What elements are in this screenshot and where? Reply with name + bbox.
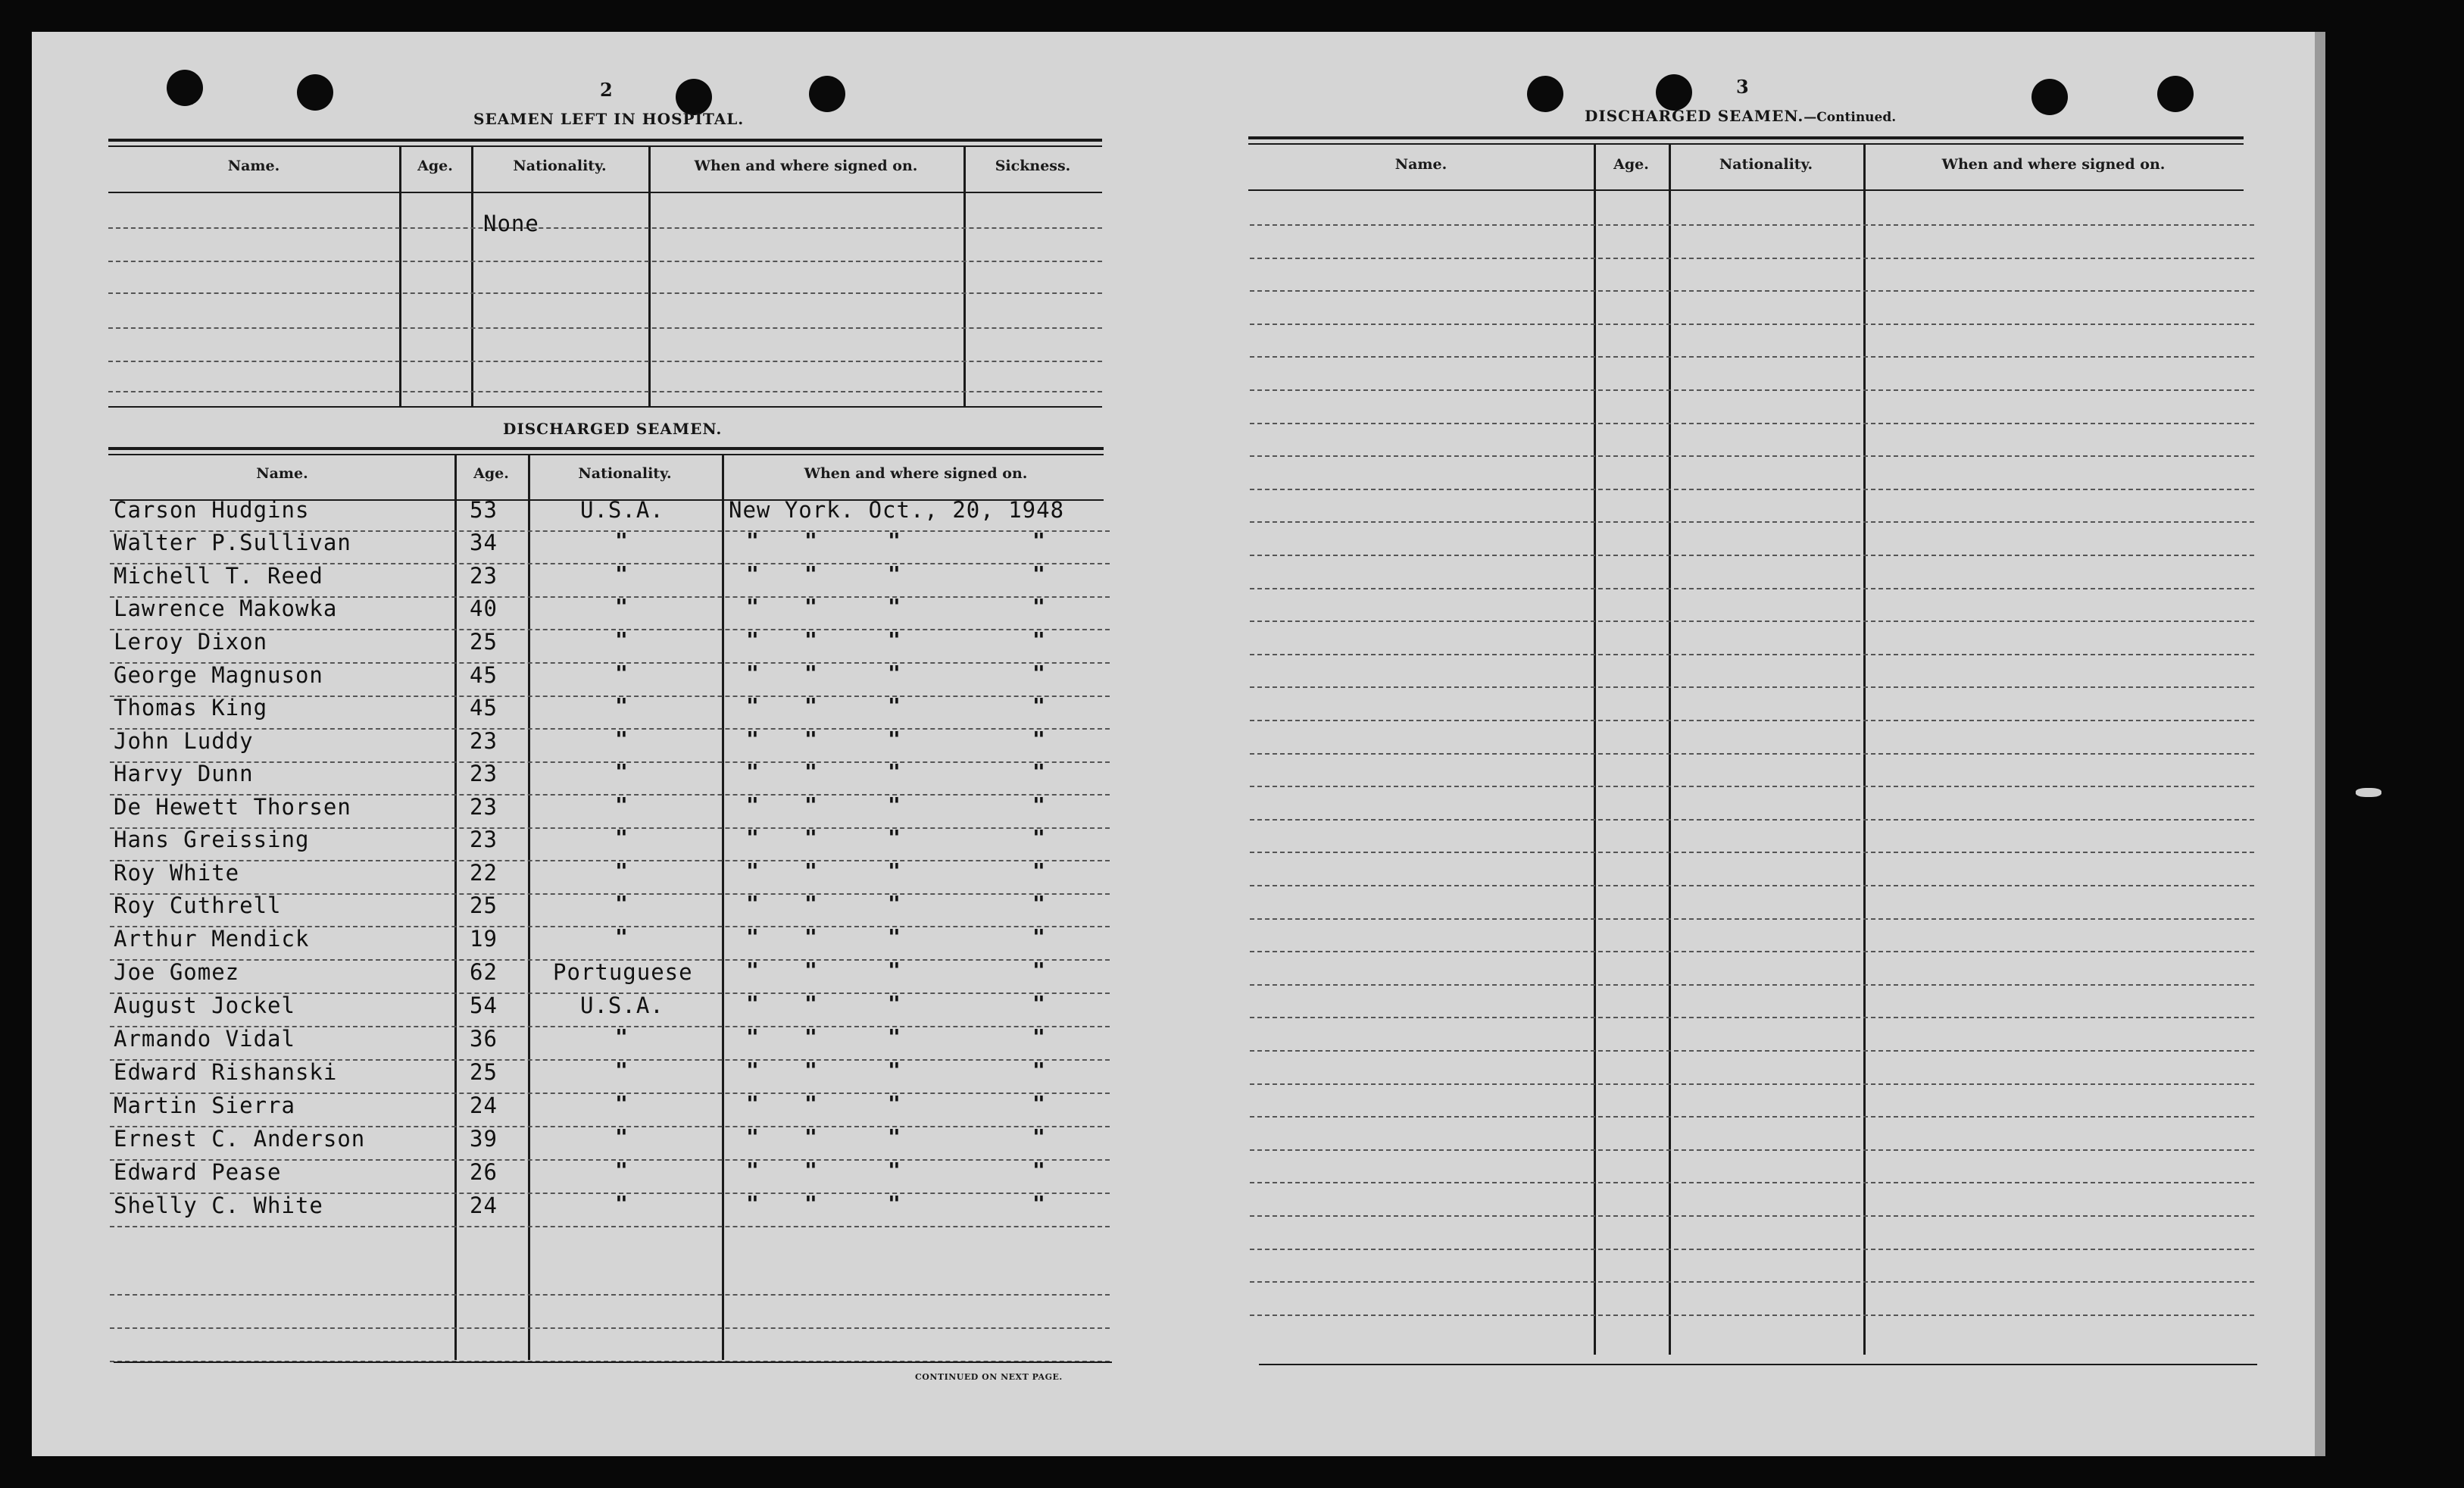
signed-on-ditto: " [804, 858, 817, 883]
seaman-age: 19 [470, 926, 498, 952]
right-title-main: DISCHARGED SEAMEN. [1585, 107, 1804, 125]
page-number-left: 2 [600, 79, 613, 101]
signed-on-ditto: " [746, 825, 759, 850]
right-row-line [1250, 423, 2254, 424]
nationality-ditto: " [615, 594, 628, 619]
hospital-row-line [108, 391, 1102, 392]
signed-on-ditto: " [804, 528, 817, 553]
right-row-line [1250, 588, 2254, 589]
signed-on-ditto: " [746, 924, 759, 949]
right-row-line [1250, 852, 2254, 853]
right-row-line [1250, 819, 2254, 821]
discharged-col-header: Name. [256, 465, 308, 482]
right-col-header: Age. [1613, 156, 1649, 173]
signed-on-ditto: " [1032, 1091, 1045, 1116]
seaman-age: 26 [470, 1159, 498, 1185]
page-number-right: 3 [1736, 76, 1749, 98]
hospital-col-divider [399, 147, 401, 406]
signed-on-ditto: " [746, 528, 759, 553]
hospital-row-line [108, 361, 1102, 362]
seaman-nationality: Portuguese [553, 959, 693, 985]
signed-on-ditto: " [746, 858, 759, 883]
discharged-col-divider [528, 455, 530, 1360]
seaman-age: 53 [470, 497, 498, 523]
seaman-name: Leroy Dixon [114, 629, 268, 655]
right-row-line [1250, 324, 2254, 325]
punch-hole [1656, 74, 1692, 111]
discharged-table-top-rule [108, 454, 1104, 455]
signed-on-ditto: " [1032, 792, 1045, 817]
punch-hole [2031, 79, 2068, 115]
signed-on-ditto: " [1032, 759, 1045, 784]
punch-hole [809, 76, 845, 112]
signed-on-ditto: " [746, 1024, 759, 1049]
seaman-name: John Luddy [114, 728, 254, 754]
signed-on-ditto: " [804, 693, 817, 718]
signed-on-ditto: " [746, 661, 759, 686]
seaman-age: 34 [470, 530, 498, 555]
signed-on-ditto: " [804, 661, 817, 686]
signed-on-ditto: " [804, 924, 817, 949]
signed-on-ditto: " [804, 1124, 817, 1149]
seaman-name: Arthur Mendick [114, 926, 310, 952]
right-row-line [1250, 654, 2254, 655]
discharged-row-line [110, 860, 1110, 861]
right-row-line [1250, 1083, 2254, 1085]
right-row-line [1250, 1281, 2254, 1283]
right-row-line [1250, 356, 2254, 358]
signed-on-ditto: " [1032, 561, 1045, 586]
signed-on-ditto: " [888, 1191, 901, 1216]
seaman-signed-on: New York. Oct., 20, 1948 [729, 497, 1065, 523]
signed-on-ditto: " [804, 1024, 817, 1049]
nationality-ditto: " [615, 561, 628, 586]
signed-on-ditto: " [888, 661, 901, 686]
right-col-divider [1863, 144, 1866, 1355]
hospital-col-divider [471, 147, 473, 406]
punch-hole [297, 74, 333, 111]
continued-note: CONTINUED ON NEXT PAGE. [915, 1372, 1063, 1382]
discharged-row-line [110, 1226, 1110, 1227]
signed-on-ditto: " [1032, 991, 1045, 1016]
signed-on-ditto: " [888, 825, 901, 850]
nationality-ditto: " [615, 727, 628, 752]
signed-on-ditto: " [804, 958, 817, 983]
seaman-age: 23 [470, 827, 498, 852]
right-row-line [1250, 918, 2254, 920]
seaman-name: George Magnuson [114, 662, 323, 688]
right-row-line [1250, 1017, 2254, 1018]
hospital-header-rule [108, 192, 1102, 193]
seaman-name: Joe Gomez [114, 959, 240, 985]
signed-on-ditto: " [1032, 727, 1045, 752]
seaman-age: 22 [470, 860, 498, 886]
discharged-row-line [110, 1294, 1110, 1296]
right-col-header: When and where signed on. [1941, 156, 2166, 173]
signed-on-ditto: " [888, 891, 901, 916]
hospital-col-divider [963, 147, 966, 406]
nationality-ditto: " [615, 858, 628, 883]
signed-on-ditto: " [888, 528, 901, 553]
right-row-line [1250, 1315, 2254, 1316]
nationality-ditto: " [615, 1191, 628, 1216]
seaman-age: 24 [470, 1093, 498, 1118]
signed-on-ditto: " [804, 1158, 817, 1183]
signed-on-ditto: " [804, 627, 817, 652]
right-col-header: Name. [1394, 156, 1447, 173]
signed-on-ditto: " [1032, 891, 1045, 916]
seaman-name: Michell T. Reed [114, 563, 323, 589]
hospital-row-line [108, 227, 1102, 229]
seaman-age: 54 [470, 993, 498, 1018]
signed-on-ditto: " [1032, 1191, 1045, 1216]
discharged-bottom-rule [114, 1361, 1112, 1363]
signed-on-ditto: " [746, 958, 759, 983]
seaman-name: Martin Sierra [114, 1093, 295, 1118]
right-table-top-rule [1248, 136, 2244, 139]
right-row-line [1250, 555, 2254, 556]
nationality-ditto: " [615, 924, 628, 949]
signed-on-ditto: " [1032, 1124, 1045, 1149]
hospital-table-top-rule [108, 145, 1102, 147]
signed-on-ditto: " [888, 1091, 901, 1116]
nationality-ditto: " [615, 1058, 628, 1083]
signed-on-ditto: " [888, 858, 901, 883]
nationality-ditto: " [615, 627, 628, 652]
signed-on-ditto: " [804, 759, 817, 784]
signed-on-ditto: " [746, 693, 759, 718]
hospital-row-line [108, 292, 1102, 294]
nationality-ditto: " [615, 891, 628, 916]
seaman-name: Carson Hudgins [114, 497, 310, 523]
right-section-title [1585, 107, 1896, 125]
signed-on-ditto: " [804, 561, 817, 586]
signed-on-ditto: " [746, 759, 759, 784]
seaman-name: Armando Vidal [114, 1026, 295, 1052]
signed-on-ditto: " [804, 792, 817, 817]
signed-on-ditto: " [804, 891, 817, 916]
signed-on-ditto: " [1032, 924, 1045, 949]
seaman-name: Hans Greissing [114, 827, 310, 852]
seaman-name: De Hewett Thorsen [114, 794, 351, 820]
seaman-nationality: U.S.A. [580, 497, 664, 523]
hospital-bottom-rule [108, 406, 1102, 408]
signed-on-ditto: " [888, 792, 901, 817]
seaman-name: Edward Pease [114, 1159, 282, 1185]
seaman-name: Shelly C. White [114, 1193, 323, 1218]
signed-on-ditto: " [1032, 858, 1045, 883]
signed-on-ditto: " [888, 1024, 901, 1049]
signed-on-ditto: " [746, 891, 759, 916]
signed-on-ditto: " [746, 1124, 759, 1149]
nationality-ditto: " [615, 661, 628, 686]
hospital-entry: None [483, 211, 539, 236]
nationality-ditto: " [615, 825, 628, 850]
signed-on-ditto: " [1032, 1158, 1045, 1183]
discharged-table-top-rule [108, 447, 1104, 450]
signed-on-ditto: " [1032, 825, 1045, 850]
hospital-table-top-rule [108, 139, 1102, 142]
signed-on-ditto: " [1032, 958, 1045, 983]
signed-on-ditto: " [888, 1158, 901, 1183]
seaman-age: 23 [470, 761, 498, 786]
signed-on-ditto: " [746, 1191, 759, 1216]
signed-on-ditto: " [888, 958, 901, 983]
signed-on-ditto: " [1032, 693, 1045, 718]
signed-on-ditto: " [804, 1091, 817, 1116]
right-row-line [1250, 1215, 2254, 1217]
seaman-age: 62 [470, 959, 498, 985]
discharged-col-divider [454, 455, 457, 1360]
seaman-age: 45 [470, 695, 498, 721]
right-row-line [1250, 1050, 2254, 1052]
signed-on-ditto: " [746, 594, 759, 619]
signed-on-ditto: " [1032, 594, 1045, 619]
nationality-ditto: " [615, 759, 628, 784]
right-col-divider [1594, 144, 1596, 1355]
signed-on-ditto: " [888, 561, 901, 586]
signed-on-ditto: " [888, 759, 901, 784]
signed-on-ditto: " [1032, 1024, 1045, 1049]
hospital-col-header: When and where signed on. [694, 158, 918, 174]
seaman-name: Harvy Dunn [114, 761, 254, 786]
signed-on-ditto: " [804, 1191, 817, 1216]
discharged-row-line [110, 728, 1110, 730]
signed-on-ditto: " [746, 1158, 759, 1183]
right-row-line [1250, 224, 2254, 226]
seaman-name: Roy Cuthrell [114, 892, 282, 918]
document-sheet [32, 32, 2325, 1456]
hospital-row-line [108, 261, 1102, 262]
seaman-name: Edward Rishanski [114, 1059, 338, 1085]
right-row-line [1250, 720, 2254, 721]
seaman-name: Walter P.Sullivan [114, 530, 351, 555]
nationality-ditto: " [615, 693, 628, 718]
scan-speck [2356, 788, 2381, 797]
seaman-age: 25 [470, 1059, 498, 1085]
signed-on-ditto: " [1032, 627, 1045, 652]
right-row-line [1250, 984, 2254, 986]
right-row-line [1250, 951, 2254, 952]
signed-on-ditto: " [746, 561, 759, 586]
signed-on-ditto: " [888, 1124, 901, 1149]
hospital-col-header: Sickness. [995, 158, 1071, 174]
right-row-line [1250, 1249, 2254, 1250]
hospital-section-title: SEAMEN LEFT IN HOSPITAL. [473, 110, 745, 128]
punch-hole [1527, 76, 1563, 112]
right-header-rule [1248, 189, 2244, 191]
hospital-col-header: Age. [417, 158, 453, 174]
signed-on-ditto: " [804, 825, 817, 850]
signed-on-ditto: " [1032, 661, 1045, 686]
signed-on-ditto: " [888, 991, 901, 1016]
right-row-line [1250, 686, 2254, 688]
seaman-name: August Jockel [114, 993, 295, 1018]
nationality-ditto: " [615, 1024, 628, 1049]
signed-on-ditto: " [746, 627, 759, 652]
right-row-line [1250, 389, 2254, 391]
signed-on-ditto: " [804, 1058, 817, 1083]
nationality-ditto: " [615, 1091, 628, 1116]
discharged-col-divider [722, 455, 724, 1360]
seaman-age: 39 [470, 1126, 498, 1152]
right-row-line [1250, 1116, 2254, 1118]
hospital-col-header: Name. [227, 158, 280, 174]
signed-on-ditto: " [804, 991, 817, 1016]
seaman-age: 25 [470, 892, 498, 918]
seaman-name: Lawrence Makowka [114, 596, 338, 621]
signed-on-ditto: " [746, 727, 759, 752]
nationality-ditto: " [615, 1158, 628, 1183]
discharged-col-header: Nationality. [578, 465, 672, 482]
signed-on-ditto: " [1032, 528, 1045, 553]
signed-on-ditto: " [1032, 1058, 1045, 1083]
signed-on-ditto: " [888, 924, 901, 949]
right-row-line [1250, 455, 2254, 457]
seaman-name: Thomas King [114, 695, 268, 721]
hospital-col-divider [648, 147, 651, 406]
right-row-line [1250, 1182, 2254, 1183]
seaman-age: 23 [470, 794, 498, 820]
seaman-age: 25 [470, 629, 498, 655]
seaman-name: Roy White [114, 860, 240, 886]
right-row-line [1250, 521, 2254, 523]
seaman-age: 36 [470, 1026, 498, 1052]
right-row-line [1250, 885, 2254, 886]
right-row-line [1250, 489, 2254, 490]
signed-on-ditto: " [746, 792, 759, 817]
right-title-continued: —Continued. [1803, 110, 1897, 125]
signed-on-ditto: " [804, 594, 817, 619]
signed-on-ditto: " [888, 727, 901, 752]
right-table-top-rule [1248, 143, 2244, 145]
signed-on-ditto: " [746, 1058, 759, 1083]
seaman-age: 24 [470, 1193, 498, 1218]
right-bottom-rule [1259, 1364, 2257, 1365]
nationality-ditto: " [615, 792, 628, 817]
nationality-ditto: " [615, 528, 628, 553]
seaman-age: 45 [470, 662, 498, 688]
seaman-age: 40 [470, 596, 498, 621]
signed-on-ditto: " [804, 727, 817, 752]
discharged-col-header: Age. [473, 465, 509, 482]
hospital-col-header: Nationality. [513, 158, 607, 174]
signed-on-ditto: " [746, 991, 759, 1016]
hospital-row-line [108, 327, 1102, 329]
right-row-line [1250, 290, 2254, 292]
right-row-line [1250, 753, 2254, 755]
discharged-section-title: DISCHARGED SEAMEN. [503, 420, 723, 438]
discharged-row-line [110, 761, 1110, 763]
seaman-name: Ernest C. Anderson [114, 1126, 366, 1152]
discharged-col-header: When and where signed on. [804, 465, 1028, 482]
seaman-age: 23 [470, 728, 498, 754]
nationality-ditto: " [615, 1124, 628, 1149]
seaman-nationality: U.S.A. [580, 993, 664, 1018]
right-row-line [1250, 258, 2254, 259]
right-col-divider [1669, 144, 1671, 1355]
signed-on-ditto: " [888, 1058, 901, 1083]
punch-hole [167, 70, 203, 106]
discharged-row-line [110, 1327, 1110, 1329]
signed-on-ditto: " [888, 627, 901, 652]
signed-on-ditto: " [746, 1091, 759, 1116]
signed-on-ditto: " [888, 594, 901, 619]
seaman-age: 23 [470, 563, 498, 589]
punch-hole [2157, 76, 2194, 112]
right-col-header: Nationality. [1719, 156, 1813, 173]
right-row-line [1250, 786, 2254, 787]
right-row-line [1250, 1149, 2254, 1151]
signed-on-ditto: " [888, 693, 901, 718]
right-row-line [1250, 621, 2254, 622]
